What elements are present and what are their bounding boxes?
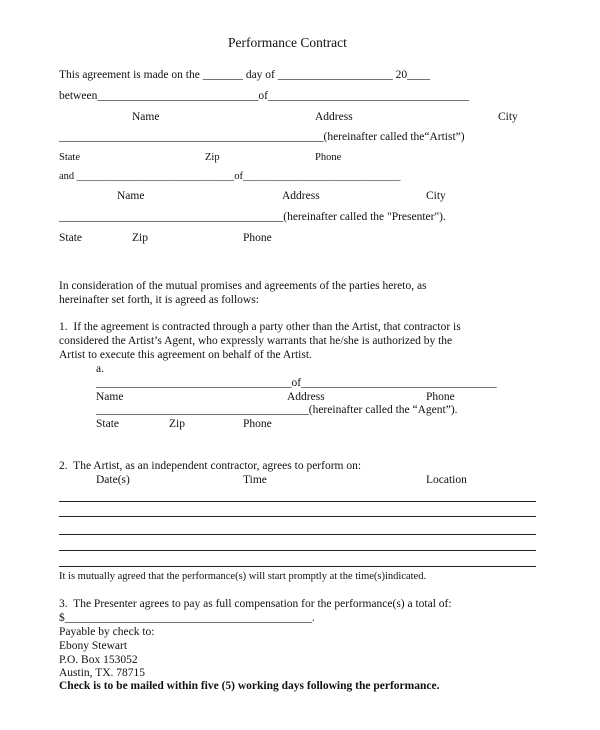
presenter-zip-label: Zip [132,232,148,244]
artist-name-label: Name [132,111,160,123]
schedule-rule-1 [59,501,536,502]
payee-name: Ebony Stewart [59,640,128,652]
clause2-line-1: 2. The Artist, as an independent contractor, agrees to perform on: [59,460,362,472]
mailing-note: Check is to be mailed within five (5) working days following the performance. [59,680,440,692]
presenter-address-label: Address [282,190,320,202]
time-column-label: Time [243,474,267,486]
consideration-line-2: hereinafter set forth, it is agreed as follows: [59,294,259,306]
agent-line: _____________________________________(hereinafter called the “Agent”). [96,404,458,416]
payee-city: Austin, TX. 78715 [59,667,146,679]
schedule-rule-2 [59,516,536,517]
payee-po-box: P.O. Box 153052 [59,654,138,666]
mutual-agreement-note: It is mutually agreed that the performance(s) will start promptly at the time(s)indicated. [59,571,427,582]
clause1-item-a: a. [96,363,104,375]
clause1-line-2: considered the Artist’s Agent, who expressly warrants that he/she is authorized by the [59,335,453,347]
artist-state-label: State [59,152,80,163]
presenter-city-label: City [426,190,446,202]
clause1-line-3: Artist to execute this agreement on behalf of the Artist. [59,349,312,361]
presenter-line: _______________________________________(hereinafter called the "Presenter"). [59,211,446,223]
page-title: Performance Contract [228,35,347,50]
presenter-name-label: Name [117,190,145,202]
agent-phone-label-2: Phone [243,418,272,430]
agent-of-line: __________________________________of__________________________________ [96,377,497,389]
artist-zip-label: Zip [205,152,220,163]
schedule-rule-5 [59,566,536,567]
intro-date-line: This agreement is made on the _______ day of ____________________ 20____ [59,69,431,81]
agent-zip-label: Zip [169,418,185,430]
presenter-phone-label: Phone [243,232,272,244]
agent-name-label: Name [96,391,124,403]
compensation-amount-line: $___________________________________________. [59,612,315,624]
schedule-rule-4 [59,550,536,551]
artist-line: ______________________________________________(hereinafter called the“Artist”) [59,131,465,143]
agent-state-label: State [96,418,119,430]
artist-city-label: City [498,111,518,123]
clause3-line-1: 3. The Presenter agrees to pay as full compensation for the performance(s) a total of: [59,598,452,610]
agent-address-label: Address [287,391,325,403]
agent-phone-label: Phone [426,391,455,403]
presenter-state-label: State [59,232,82,244]
artist-address-label: Address [315,111,353,123]
location-column-label: Location [426,474,467,486]
intro-between-line: between____________________________of___________________________________ [59,90,470,102]
clause1-line-1: 1. If the agreement is contracted through a party other than the Artist, that contractor is [59,321,461,333]
artist-phone-label: Phone [315,152,342,163]
presenter-and-line: and ______________________________of______________________________ [59,171,401,182]
payable-label: Payable by check to: [59,626,155,638]
schedule-rule-3 [59,534,536,535]
consideration-line-1: In consideration of the mutual promises and agreements of the parties hereto, as [59,280,427,292]
dates-column-label: Date(s) [96,474,130,486]
